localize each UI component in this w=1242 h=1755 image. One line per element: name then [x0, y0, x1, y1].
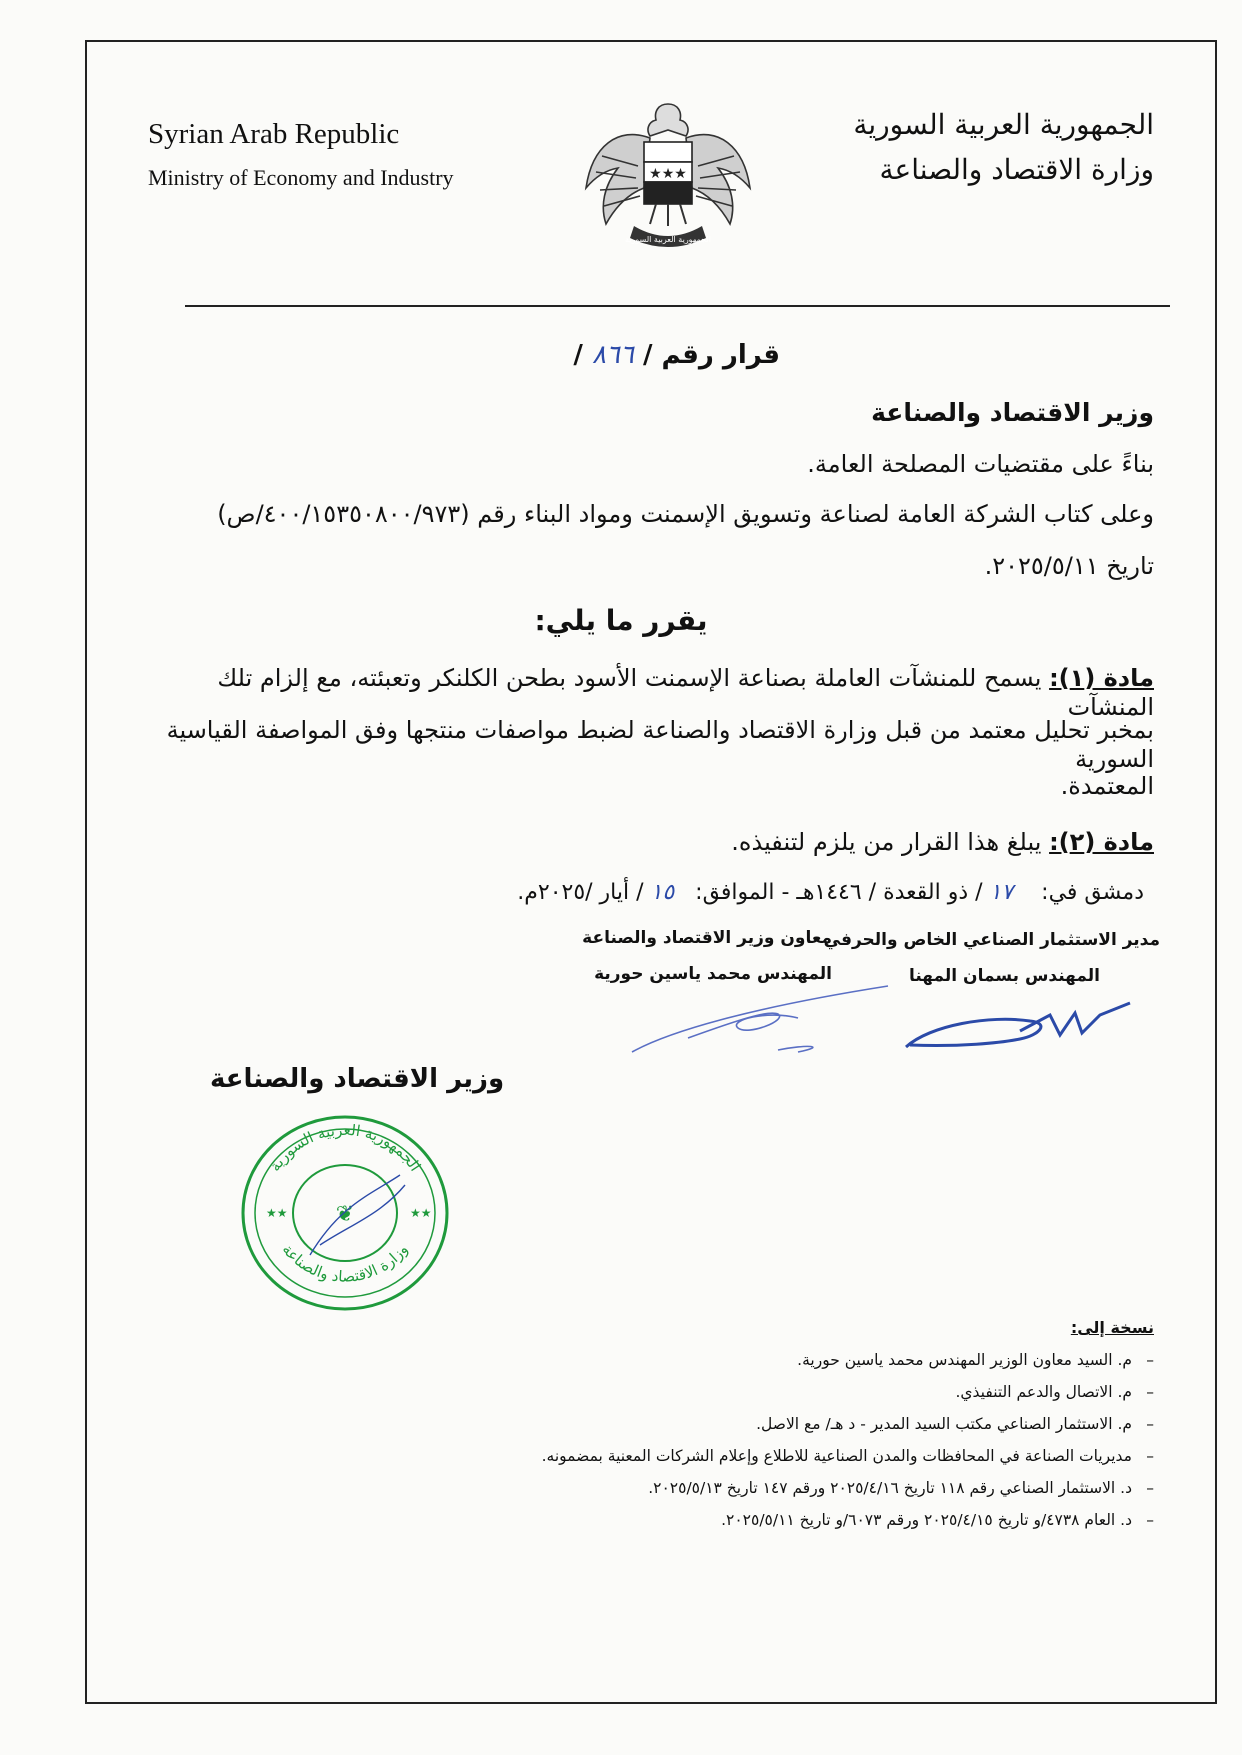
date-prefix: دمشق في:	[1041, 880, 1144, 905]
decision-label: قرار رقم /	[642, 340, 780, 370]
svg-text:★★: ★★	[410, 1206, 432, 1220]
signatory-right-title: مدير الاستثمار الصناعي الخاص والحرفي	[823, 930, 1160, 950]
header-divider	[185, 305, 1170, 307]
date-day-gregorian: ١٥	[650, 880, 675, 905]
decision-number: ٨٦٦	[591, 340, 634, 370]
header-arabic	[853, 108, 1154, 186]
article-1-label: مادة (١):	[1049, 664, 1154, 692]
stamp-text-top: الجمهورية العربية السورية	[265, 1120, 425, 1175]
emblem-banner-text: الجمهورية العربية السورية	[625, 235, 711, 244]
ministry-name-en: Ministry of Economy and Industry	[148, 165, 454, 190]
date-line	[517, 880, 1144, 906]
date-hijri-rest: / ذو القعدة / ١٤٤٦هـ - الموافق:	[695, 880, 983, 905]
preamble-line-2: وعلى كتاب الشركة العامة لصناعة وتسويق الإسمنت ومواد البناء رقم (٤٠٠/١٥٣٥٠٨٠٠/٩٧٣/ص)	[217, 500, 1154, 528]
preamble-line-3: تاريخ ٢٠٢٥/٥/١١.	[984, 552, 1154, 580]
copies-title: نسخة إلى:	[1070, 1318, 1154, 1337]
signatory-right-name: المهندس بسمان المهنا	[908, 966, 1100, 986]
ministry-name-ar: وزارة الاقتصاد والصناعة	[879, 153, 1154, 186]
svg-text:الجمهورية العربية السورية	[266, 1121, 425, 1175]
article-2-label: مادة (٢):	[1049, 828, 1154, 856]
list-item: – د. العام ٤٧٣٨/و تاريخ ٢٠٢٥/٤/١٥ ورقم ٦٠٧٣/و تاريخ ٢٠٢٥/٥/١١.	[542, 1511, 1154, 1529]
article-1-text-1: يسمح للمنشآت العاملة بصناعة الإسمنت الأسود بطحن الكلنكر وتعبئته، مع إلزام تلك المنشآت	[217, 664, 1154, 721]
list-item: – مديريات الصناعة في المحافظات والمدن الصناعية للاطلاع وإعلام الشركات المعنية بمضمونه.	[542, 1447, 1154, 1465]
header-english	[148, 118, 454, 191]
date-day-hijri: ١٧	[989, 880, 1014, 905]
decides-heading: يقرر ما يلي:	[534, 604, 708, 637]
article-1-line-3: المعتمدة.	[1060, 772, 1154, 800]
list-item: – د. الاستثمار الصناعي رقم ١١٨ تاريخ ٢٠٢٥/٤/١٦ ورقم ١٤٧ تاريخ ٢٠٢٥/٥/١٣.	[542, 1479, 1154, 1497]
minister-signature-title: وزير الاقتصاد والصناعة	[210, 1064, 505, 1094]
copies-section	[542, 1318, 1154, 1543]
decision-number-line	[200, 340, 780, 370]
article-1-line-2: بمخبر تحليل معتمد من قبل وزارة الاقتصاد والصناعة لضبط مواصفات منتجها وفق المواصفة القياسية السورية	[166, 716, 1154, 773]
list-item: – م. السيد معاون الوزير المهندس محمد ياسين حورية.	[542, 1351, 1154, 1369]
date-gregorian-rest: / أيار /٢٠٢٥م.	[517, 880, 644, 905]
svg-text:❦: ❦	[335, 1202, 355, 1227]
decision-suffix: /	[573, 340, 583, 370]
ministry-stamp-icon	[230, 1105, 460, 1315]
svg-text:وزارة الاقتصاد والصناعة	[279, 1241, 412, 1286]
copies-list	[542, 1351, 1154, 1529]
minister-title: وزير الاقتصاد والصناعة	[871, 398, 1154, 427]
preamble-line-1: بناءً على مقتضيات المصلحة العامة.	[807, 450, 1154, 478]
article-2-text: يبلغ هذا القرار من يلزم لتنفيذه.	[731, 828, 1042, 856]
signature-left-handwritten	[628, 980, 898, 1060]
signature-right-handwritten	[900, 985, 1140, 1055]
svg-text:★★: ★★	[266, 1206, 288, 1220]
list-item: – م. الاتصال والدعم التنفيذي.	[542, 1383, 1154, 1401]
signatory-left-name: المهندس محمد ياسين حورية	[594, 964, 832, 984]
signatory-left	[582, 928, 832, 984]
country-name-ar: الجمهورية العربية السورية	[853, 108, 1154, 141]
article-2-line	[731, 828, 1154, 857]
list-item: – م. الاستثمار الصناعي مكتب السيد المدير - د هـ/ مع الاصل.	[542, 1415, 1154, 1433]
signatory-right	[824, 930, 1160, 986]
signatory-left-title: معاون وزير الاقتصاد والصناعة	[582, 928, 832, 948]
country-name-en: Syrian Arab Republic	[148, 118, 400, 150]
article-1-line-1	[144, 664, 1154, 722]
svg-text:★★★: ★★★	[649, 166, 687, 182]
syrian-eagle-emblem-icon	[578, 96, 758, 256]
stamp-text-bottom: وزارة الاقتصاد والصناعة	[278, 1240, 412, 1286]
